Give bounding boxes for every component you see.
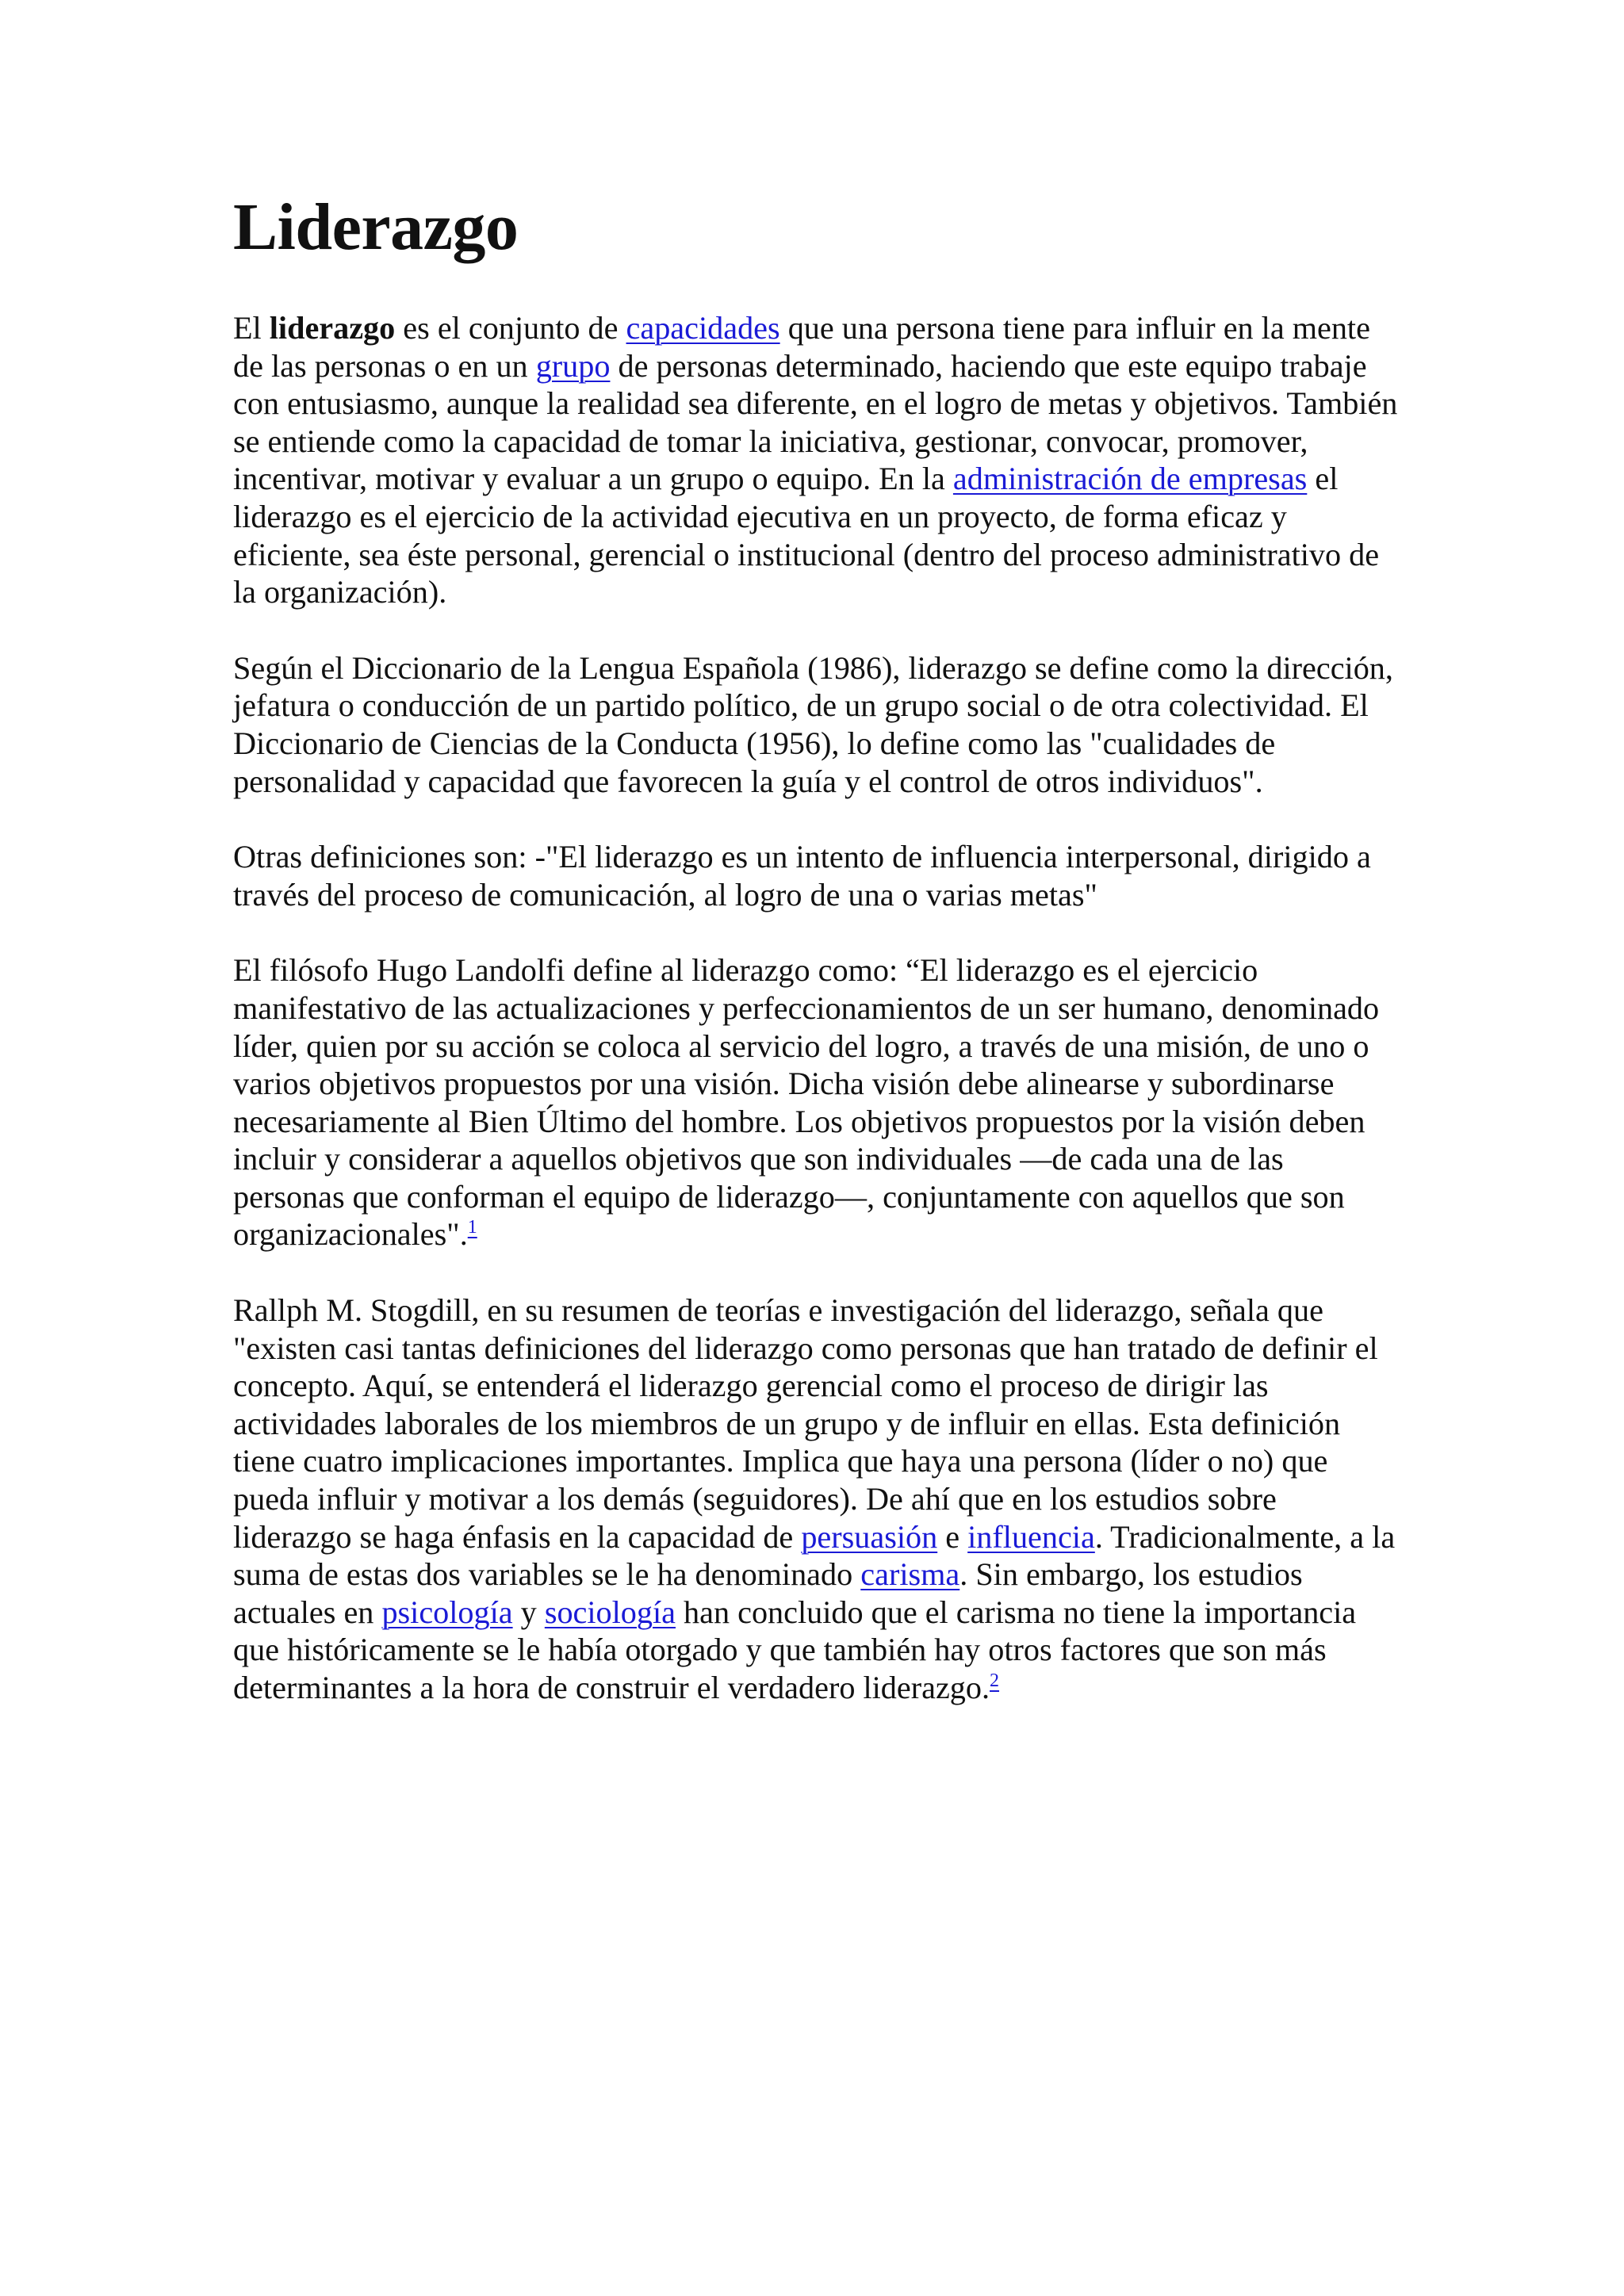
footnote-ref-2[interactable] (990, 1670, 999, 1691)
footnote-ref-1[interactable] (468, 1217, 477, 1238)
text-run: de personas determinado, haciendo que este equipo trabaje con entusiasmo, aunque la realidad sea diferente, en el logro de metas y objetivos. También se entiende como la capacidad de tomar la iniciativa, gestionar, convocar, promover, incentivar, motivar y evaluar a un grupo o equipo. En la (233, 347, 1398, 497)
text-run: . Sin embargo, los estudios actuales en (233, 1556, 1303, 1630)
text-run: y (512, 1594, 545, 1630)
text-run: Rallph M. Stogdill, en su resumen de teorías e investigación del liderazgo, señala que "existen casi tantas definiciones del liderazgo como personas que han tratado de definir el concepto. Aquí, se entenderá el liderazgo gerencial como el proceso de dirigir las actividades laborales de los miembros de un grupo y de influir en ellas. Esta definición tiene cuatro implicaciones importantes. Implica que haya una persona (líder o no) que pueda influir y motivar a los demás (seguidores). De ahí que en los estudios sobre liderazgo se haga énfasis en la capacidad de (233, 1292, 1378, 1555)
link-sociologia[interactable]: sociología (544, 1594, 676, 1630)
page-title: Liderazgo (233, 190, 519, 264)
link-persuasion[interactable]: persuasión (801, 1518, 938, 1555)
text-run: el liderazgo es el ejercicio de la actividad ejecutiva en un proyecto, de forma eficaz y eficiente, sea éste personal, gerencial o institucional (dentro del proceso administrativo de la organización). (233, 461, 1380, 610)
text-run: . Tradicionalmente, a la suma de estas dos variables se le ha denominado (233, 1518, 1396, 1593)
text-run: que una persona tiene para influir en la mente de las personas o en un (233, 310, 1370, 384)
paragraph-intro (233, 309, 1399, 611)
link-administracion-de-empresas[interactable]: administración de empresas (952, 461, 1308, 497)
paragraph-stogdill (233, 1292, 1399, 1707)
link-carisma[interactable]: carisma (860, 1556, 960, 1593)
footnote-link[interactable]: 2 (990, 1670, 1000, 1691)
text-run: han concluido que el carisma no tiene la importancia que históricamente se le había otorgado y que también hay otros factores que son más determinantes a la hora de construir el verdadero liderazgo. (233, 1594, 1357, 1705)
paragraph-diccionario: Según el Diccionario de la Lengua Española (1986), liderazgo se define como la dirección, jefatura o conducción de un partido político, de un grupo social o de otra colectividad. El Diccionario de Ciencias de la Conducta (1956), lo define como las "cualidades de personalidad y capacidad que favorecen la guía y el control de otros individuos". (233, 649, 1393, 799)
paragraph-otras-definiciones: Otras definiciones son: -"El liderazgo es un intento de influencia interpersonal, dirigido a través del proceso de comunicación, al logro de una o varias metas" (233, 839, 1371, 913)
link-grupo[interactable]: grupo (535, 347, 611, 384)
article (233, 184, 1399, 1745)
text-run: El (233, 310, 270, 346)
link-psicologia[interactable]: psicología (381, 1594, 513, 1630)
text-run: es el conjunto de (395, 310, 626, 346)
paragraph-landolfi (233, 951, 1399, 1253)
link-influencia[interactable]: influencia (967, 1518, 1095, 1555)
text-run: e (937, 1518, 968, 1555)
text-run: El filósofo Hugo Landolfi define al liderazgo como: “El liderazgo es el ejercicio manifestativo de las actualizaciones y perfeccionamientos de un ser humano, denominado líder, quien por su acción se coloca al servicio del logro, a través de una misión, de uno o varios objetivos propuestos por una visión. Dicha visión debe alinearse y subordinarse necesariamente al Bien Último del hombre. Los objetivos propuestos por la visión deben incluir y considerar a aquellos objetivos que son individuales —de cada una de las personas que conforman el equipo de liderazgo—, conjuntamente con aquellos que son organizacionales". (233, 952, 1380, 1253)
bold-term: liderazgo (269, 310, 396, 346)
footnote-link[interactable]: 1 (467, 1217, 477, 1238)
link-capacidades[interactable]: capacidades (626, 310, 780, 346)
